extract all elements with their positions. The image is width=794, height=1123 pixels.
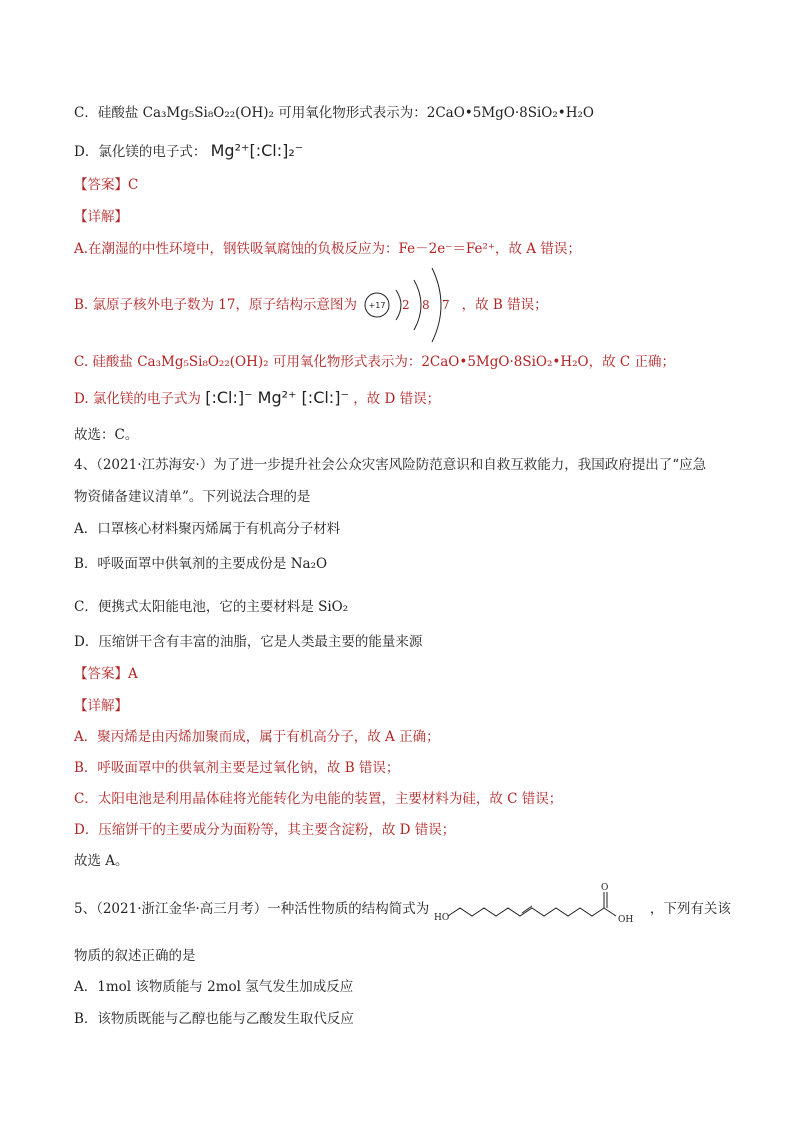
q4-stem-line-2: 物资储备建议清单”。下列说法合理的是	[74, 489, 311, 505]
carboxyl-oh-label: OH	[618, 915, 634, 925]
q3-option-d-formula: Mg²⁺[:Cl:]₂⁻	[210, 141, 304, 160]
q4-option-a: A．口罩核心材料聚丙烯属于有机高分子材料	[74, 521, 341, 537]
q3-explain-a: A.在潮湿的中性环境中，钢铁吸氧腐蚀的负极反应为：Fe－2e⁻＝Fe²⁺，故 A 错误；	[74, 241, 581, 257]
q4-option-b: B．呼吸面罩中供氧剂的主要成份是 Na₂O	[74, 556, 328, 572]
q3-conclusion: 故选：C。	[74, 427, 139, 443]
q3-option-c: C．硅酸盐 Ca₃Mg₅Si₈O₂₂(OH)₂ 可用氧化物形式表示为：2CaO•5MgO·8SiO₂•H₂O	[74, 105, 594, 121]
shell-arc-1	[396, 290, 401, 320]
q3-explain-d-prefix: D. 氯化镁的电子式为	[74, 391, 201, 407]
q4-option-d: D．压缩饼干含有丰富的油脂，它是人类最主要的能量来源	[74, 634, 423, 650]
q4-answer	[74, 665, 138, 683]
structural-formula	[432, 880, 642, 930]
q3-answer-label: 【答案】	[74, 177, 128, 193]
q5-stem-prefix: 5、（2021·浙江金华·高三月考）一种活性物质的结构简式为	[74, 901, 430, 917]
q4-option-c: C．便携式太阳能电池，它的主要材料是 SiO₂	[74, 599, 349, 615]
q3-option-d	[74, 142, 303, 161]
carboxyl-bond	[604, 908, 616, 916]
q4-answer-label: 【答案】	[74, 666, 128, 682]
q4-explain-b: B．呼吸面罩中的供氧剂主要是过氧化钠，故 B 错误；	[74, 760, 400, 776]
q3-explain-d-formula: [:Cl:]⁻ Mg²⁺ [:Cl:]⁻	[205, 388, 349, 407]
q4-explain-a: A．聚丙烯是由丙烯加聚而成，属于有机高分子，故 A 正确；	[74, 729, 440, 745]
q3-explain-b-suffix: ，故 B 错误；	[461, 297, 548, 313]
q4-conclusion: 故选 A。	[74, 853, 129, 869]
nucleus-charge: +17	[368, 301, 386, 310]
carbonyl-oxygen-label: O	[601, 883, 609, 893]
q5-option-a: A．1mol 该物质能与 2mol 氢气发生加成反应	[74, 979, 354, 995]
q4-explain-d: D．压缩饼干的主要成分为面粉等，其主要含淀粉，故 D 错误；	[74, 822, 456, 838]
q4-detail-label: 【详解】	[74, 698, 128, 714]
hydroxyl-label: HO	[434, 913, 450, 923]
q5-option-b: B．该物质既能与乙醇也能与乙酸发生取代反应	[74, 1011, 354, 1027]
q3-explain-d	[74, 389, 440, 408]
q4-stem-line-1: 4、（2021·江苏海安·）为了进一步提升社会公众灾害风险防范意识和自救互救能力，我国政府提出了“应急	[74, 457, 707, 473]
q3-option-d-prefix: D．氯化镁的电子式：	[74, 144, 207, 160]
q3-answer	[74, 176, 138, 194]
shell-arc-3	[432, 268, 441, 342]
q3-explain-b	[74, 296, 548, 314]
chlorine-atom-diagram	[362, 262, 462, 348]
q5-stem-line-2: 物质的叙述正确的是	[74, 948, 196, 964]
shell-count-2: 8	[422, 298, 430, 312]
q5-stem-suffix: ，下列有关该	[649, 901, 731, 917]
carbon-chain	[448, 908, 604, 916]
q3-explain-c: C. 硅酸盐 Ca₃Mg₅Si₈O₂₂(OH)₂ 可用氧化物形式表示为：2CaO•5MgO·8SiO₂•H₂O，故 C 正确；	[74, 354, 676, 370]
q3-answer-value: C	[128, 177, 139, 193]
shell-count-1: 2	[402, 298, 410, 312]
q4-answer-value: A	[128, 666, 138, 682]
q3-explain-d-suffix: ，故 D 错误；	[353, 391, 441, 407]
q4-explain-c: C．太阳电池是利用晶体硅将光能转化为电能的装置，主要材料为硅，故 C 错误；	[74, 791, 563, 807]
shell-count-3: 7	[442, 298, 450, 312]
q3-explain-b-prefix: B. 氯原子核外电子数为 17，原子结构示意图为	[74, 297, 357, 313]
q3-detail-label: 【详解】	[74, 209, 128, 225]
shell-arc-2	[414, 280, 421, 330]
